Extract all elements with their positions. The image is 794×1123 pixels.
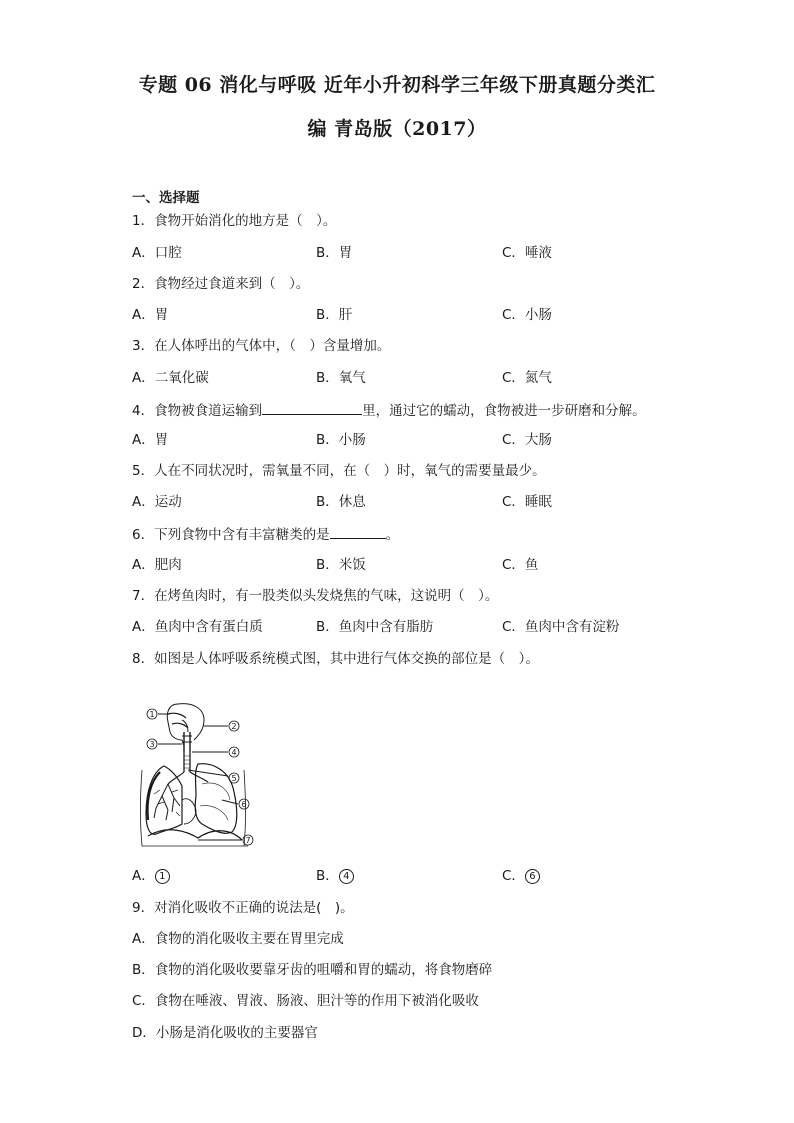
question-8-stem: 8．如图是人体呼吸系统模式图，其中进行气体交换的部位是（ ）。 — [132, 651, 539, 667]
diagram-label-5 — [229, 773, 239, 783]
question-3-option-b: B．氧气 — [316, 370, 366, 386]
question-9-option-a: A．食物的消化吸收主要在胃里完成 — [132, 931, 344, 947]
question-8-option-a — [132, 867, 170, 885]
circled-number: 1 — [155, 869, 170, 884]
question-4-option-a: A．胃 — [132, 432, 169, 448]
svg-text:1: 1 — [149, 710, 155, 719]
question-5-option-a: A．运动 — [132, 494, 182, 510]
question-1-stem: 1．食物开始消化的地方是（ ）。 — [132, 213, 337, 229]
diagram-label-1 — [147, 709, 157, 719]
question-6-option-c: C．鱼 — [502, 557, 539, 573]
question-2-option-b: B．肝 — [316, 307, 353, 323]
section-title: 一、选择题 — [132, 190, 200, 206]
question-6-stem — [132, 524, 399, 544]
option-prefix: C． — [502, 868, 525, 884]
question-6-option-a: A．肥肉 — [132, 557, 182, 573]
question-1-option-a: A．口腔 — [132, 245, 182, 261]
question-8-option-b — [316, 867, 354, 885]
question-3-stem: 3．在人体呼出的气体中，（ ）含量增加。 — [132, 338, 391, 354]
document-title-line-1: 专题 06 消化与呼吸 近年小升初科学三年级下册真题分类汇 — [138, 74, 656, 96]
question-4-option-b: B．小肠 — [316, 432, 366, 448]
diagram-label-2 — [229, 721, 239, 731]
svg-text:4: 4 — [231, 748, 237, 757]
question-6-stem-end: 。 — [385, 527, 400, 543]
question-1-option-c: C．唾液 — [502, 245, 552, 261]
question-7-option-a: A．鱼肉中含有蛋白质 — [132, 619, 263, 635]
question-9-stem: 9．对消化吸收不正确的说法是( )。 — [132, 900, 354, 916]
question-9-option-d: D．小肠是消化吸收的主要器官 — [132, 1025, 318, 1041]
diagram-label-6 — [239, 799, 249, 809]
svg-text:7: 7 — [245, 836, 251, 845]
diagram-label-3 — [147, 739, 157, 749]
question-5-stem: 5．人在不同状况时，需氧量不同，在（ ）时，氧气的需要量最少。 — [132, 463, 546, 479]
document-title-line-2: 编 青岛版（2017） — [307, 118, 487, 140]
svg-text:3: 3 — [149, 740, 155, 749]
circled-number: 4 — [339, 869, 354, 884]
respiratory-system-diagram — [138, 700, 258, 852]
question-6-stem-start: 6．下列食物中含有丰富糖类的是 — [132, 527, 330, 543]
option-prefix: A． — [132, 868, 155, 884]
svg-text:2: 2 — [231, 722, 237, 731]
question-5-option-b: B．休息 — [316, 494, 366, 510]
question-3-option-a: A．二氧化碳 — [132, 370, 209, 386]
question-4-stem-start: 4．食物被食道运输到 — [132, 403, 263, 419]
question-2-stem: 2．食物经过食道来到（ ）。 — [132, 276, 310, 292]
answer-blank[interactable] — [330, 524, 386, 539]
question-5-option-c: C．睡眠 — [502, 494, 552, 510]
question-9-option-b: B．食物的消化吸收要靠牙齿的咀嚼和胃的蠕动，将食物磨碎 — [132, 962, 493, 978]
question-4-stem-end: 里，通过它的蠕动，食物被进一步研磨和分解。 — [362, 403, 646, 419]
question-2-option-a: A．胃 — [132, 307, 169, 323]
diagram-label-7 — [243, 835, 253, 845]
svg-text:5: 5 — [231, 774, 237, 783]
question-9-option-c: C．食物在唾液、胃液、肠液、胆汁等的作用下被消化吸收 — [132, 993, 479, 1009]
answer-blank[interactable] — [262, 400, 362, 415]
question-6-option-b: B．米饭 — [316, 557, 366, 573]
circled-number: 6 — [525, 869, 540, 884]
question-1-option-b: B．胃 — [316, 245, 353, 261]
svg-text:6: 6 — [241, 800, 247, 809]
option-prefix: B． — [316, 868, 339, 884]
question-7-option-b: B．鱼肉中含有脂肪 — [316, 619, 434, 635]
question-3-option-c: C．氮气 — [502, 370, 552, 386]
question-4-stem — [132, 400, 646, 420]
question-7-stem: 7．在烤鱼肉时，有一股类似头发烧焦的气味，这说明（ ）。 — [132, 588, 499, 604]
diagram-label-4 — [229, 747, 239, 757]
question-7-option-c: C．鱼肉中含有淀粉 — [502, 619, 620, 635]
question-8-option-c — [502, 867, 540, 885]
question-4-option-c: C．大肠 — [502, 432, 552, 448]
question-2-option-c: C．小肠 — [502, 307, 552, 323]
